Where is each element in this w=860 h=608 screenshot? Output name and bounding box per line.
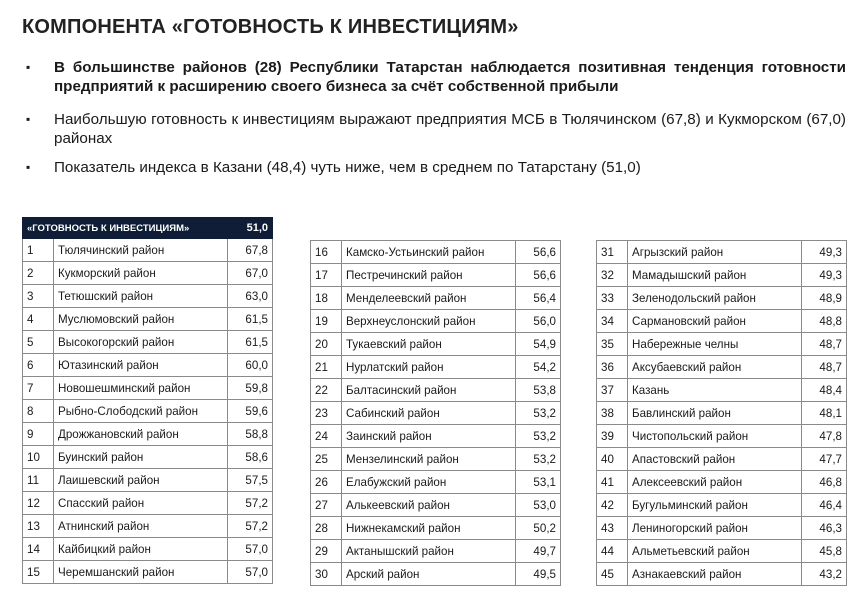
index-value-cell: 53,2	[516, 448, 561, 471]
rank-cell: 12	[23, 492, 54, 515]
index-value-cell: 48,7	[802, 333, 847, 356]
bullet-text: Наибольшую готовность к инвестициям выражают предприятия МСБ в Тюлячинском (67,8) и Кукморском (67,0) районах	[54, 111, 846, 147]
table-row	[597, 287, 847, 310]
rank-cell: 31	[597, 241, 628, 264]
ranking-table-3	[596, 240, 847, 586]
table-row	[23, 285, 273, 308]
table-row	[597, 425, 847, 448]
index-value-cell: 61,5	[228, 331, 273, 354]
rank-cell: 6	[23, 354, 54, 377]
index-value-cell: 54,9	[516, 333, 561, 356]
table-row	[311, 241, 561, 264]
table-row	[597, 379, 847, 402]
district-name-cell: Буинский район	[54, 446, 228, 469]
district-name-cell: Пестречинский район	[342, 264, 516, 287]
table-row	[311, 356, 561, 379]
index-value-cell: 59,6	[228, 400, 273, 423]
district-name-cell: Альметьевский район	[628, 540, 802, 563]
table-row	[597, 517, 847, 540]
index-value-cell: 43,2	[802, 563, 847, 586]
rank-cell: 21	[311, 356, 342, 379]
index-value-cell: 46,3	[802, 517, 847, 540]
rank-cell: 41	[597, 471, 628, 494]
table-row	[23, 377, 273, 400]
bullet-marker-icon: ▪	[26, 112, 31, 126]
rank-cell: 5	[23, 331, 54, 354]
table-row	[23, 400, 273, 423]
district-name-cell: Азнакаевский район	[628, 563, 802, 586]
table-row	[23, 423, 273, 446]
rank-cell: 1	[23, 239, 54, 262]
summary-bullets	[24, 58, 846, 187]
district-name-cell: Сармановский район	[628, 310, 802, 333]
table-row	[23, 515, 273, 538]
rank-cell: 38	[597, 402, 628, 425]
table-row	[311, 287, 561, 310]
ranking-table-1	[22, 217, 273, 584]
table-row	[311, 494, 561, 517]
table-row	[597, 448, 847, 471]
rank-cell: 28	[311, 517, 342, 540]
district-name-cell: Верхнеуслонский район	[342, 310, 516, 333]
rank-cell: 9	[23, 423, 54, 446]
rank-cell: 35	[597, 333, 628, 356]
index-value-cell: 63,0	[228, 285, 273, 308]
table-row	[23, 561, 273, 584]
index-value-cell: 56,4	[516, 287, 561, 310]
table-row	[311, 540, 561, 563]
index-value-cell: 67,8	[228, 239, 273, 262]
district-name-cell: Кукморский район	[54, 262, 228, 285]
rank-cell: 32	[597, 264, 628, 287]
table-row	[311, 264, 561, 287]
rank-cell: 17	[311, 264, 342, 287]
district-name-cell: Высокогорский район	[54, 331, 228, 354]
rank-cell: 45	[597, 563, 628, 586]
district-name-cell: Бавлинский район	[628, 402, 802, 425]
district-name-cell: Новошешминский район	[54, 377, 228, 400]
index-value-cell: 56,6	[516, 264, 561, 287]
index-value-cell: 48,9	[802, 287, 847, 310]
bullet-text: В большинстве районов (28) Республики Татарстан наблюдается позитивная тенденция готовности предприятий к расширению своего бизнеса за счёт собственной прибыли	[54, 59, 846, 95]
index-value-cell: 67,0	[228, 262, 273, 285]
district-name-cell: Мамадышский район	[628, 264, 802, 287]
district-name-cell: Казань	[628, 379, 802, 402]
rank-cell: 29	[311, 540, 342, 563]
rank-cell: 10	[23, 446, 54, 469]
rank-cell: 3	[23, 285, 54, 308]
table-row	[597, 540, 847, 563]
table-header-row	[23, 218, 273, 239]
rank-cell: 40	[597, 448, 628, 471]
rank-cell: 8	[23, 400, 54, 423]
table-row	[311, 402, 561, 425]
district-name-cell: Актанышский район	[342, 540, 516, 563]
index-value-cell: 49,7	[516, 540, 561, 563]
ranking-table-2	[310, 240, 561, 586]
index-value-cell: 48,7	[802, 356, 847, 379]
index-value-cell: 53,0	[516, 494, 561, 517]
index-value-cell: 47,8	[802, 425, 847, 448]
index-value-cell: 48,8	[802, 310, 847, 333]
table-row	[597, 402, 847, 425]
table-row	[311, 471, 561, 494]
bullet-text: Показатель индекса в Казани (48,4) чуть ниже, чем в среднем по Татарстану (51,0)	[54, 159, 641, 176]
index-value-cell: 57,0	[228, 538, 273, 561]
index-value-cell: 57,2	[228, 515, 273, 538]
rank-cell: 23	[311, 402, 342, 425]
index-value-cell: 48,1	[802, 402, 847, 425]
district-name-cell: Заинский район	[342, 425, 516, 448]
district-name-cell: Черемшанский район	[54, 561, 228, 584]
index-value-cell: 45,8	[802, 540, 847, 563]
rank-cell: 39	[597, 425, 628, 448]
table-row	[311, 517, 561, 540]
index-value-cell: 53,2	[516, 402, 561, 425]
table-row	[23, 354, 273, 377]
rank-cell: 14	[23, 538, 54, 561]
table-row	[311, 379, 561, 402]
index-value-cell: 57,2	[228, 492, 273, 515]
rank-cell: 27	[311, 494, 342, 517]
district-name-cell: Муслюмовский район	[54, 308, 228, 331]
rank-cell: 44	[597, 540, 628, 563]
table-row	[23, 331, 273, 354]
table-row	[311, 563, 561, 586]
district-name-cell: Елабужский район	[342, 471, 516, 494]
district-name-cell: Тукаевский район	[342, 333, 516, 356]
table-row	[23, 308, 273, 331]
index-value-cell: 56,6	[516, 241, 561, 264]
district-name-cell: Сабинский район	[342, 402, 516, 425]
district-name-cell: Агрызский район	[628, 241, 802, 264]
table-row	[23, 469, 273, 492]
district-name-cell: Алькеевский район	[342, 494, 516, 517]
district-name-cell: Дрожжановский район	[54, 423, 228, 446]
district-name-cell: Нижнекамский район	[342, 517, 516, 540]
district-name-cell: Алексеевский район	[628, 471, 802, 494]
district-name-cell: Тетюшский район	[54, 285, 228, 308]
index-value-cell: 58,6	[228, 446, 273, 469]
rank-cell: 16	[311, 241, 342, 264]
table-row	[23, 239, 273, 262]
table-row	[23, 492, 273, 515]
rank-cell: 42	[597, 494, 628, 517]
index-value-cell: 47,7	[802, 448, 847, 471]
district-name-cell: Ютазинский район	[54, 354, 228, 377]
district-name-cell: Чистопольский район	[628, 425, 802, 448]
rank-cell: 13	[23, 515, 54, 538]
index-value-cell: 48,4	[802, 379, 847, 402]
index-value-cell: 46,8	[802, 471, 847, 494]
table-row	[597, 471, 847, 494]
table-row	[597, 264, 847, 287]
district-name-cell: Кайбицкий район	[54, 538, 228, 561]
district-name-cell: Атнинский район	[54, 515, 228, 538]
table-header-label: «ГОТОВНОСТЬ К ИНВЕСТИЦИЯМ»	[23, 218, 228, 239]
table-row	[597, 356, 847, 379]
table-row	[23, 538, 273, 561]
rank-cell: 33	[597, 287, 628, 310]
table-row	[311, 425, 561, 448]
table-row	[597, 241, 847, 264]
district-name-cell: Нурлатский район	[342, 356, 516, 379]
rank-cell: 7	[23, 377, 54, 400]
rank-cell: 24	[311, 425, 342, 448]
rank-cell: 30	[311, 563, 342, 586]
table-row	[23, 446, 273, 469]
table-row	[597, 333, 847, 356]
district-name-cell: Камско-Устьинский район	[342, 241, 516, 264]
bullet-item	[24, 110, 846, 148]
rank-cell: 26	[311, 471, 342, 494]
index-value-cell: 53,1	[516, 471, 561, 494]
index-value-cell: 46,4	[802, 494, 847, 517]
rank-cell: 43	[597, 517, 628, 540]
rank-cell: 11	[23, 469, 54, 492]
district-name-cell: Лаишевский район	[54, 469, 228, 492]
district-name-cell: Зеленодольский район	[628, 287, 802, 310]
rank-cell: 25	[311, 448, 342, 471]
index-value-cell: 54,2	[516, 356, 561, 379]
bullet-item	[24, 158, 846, 177]
index-value-cell: 53,8	[516, 379, 561, 402]
index-value-cell: 57,0	[228, 561, 273, 584]
bullet-item	[24, 58, 846, 96]
index-value-cell: 56,0	[516, 310, 561, 333]
district-name-cell: Бугульминский район	[628, 494, 802, 517]
bullet-marker-icon: ▪	[26, 60, 31, 74]
rank-cell: 18	[311, 287, 342, 310]
district-name-cell: Аксубаевский район	[628, 356, 802, 379]
index-value-cell: 60,0	[228, 354, 273, 377]
table-row	[311, 448, 561, 471]
district-name-cell: Балтасинский район	[342, 379, 516, 402]
district-name-cell: Лениногорский район	[628, 517, 802, 540]
rank-cell: 4	[23, 308, 54, 331]
table-header-value: 51,0	[228, 218, 273, 239]
district-name-cell: Менделеевский район	[342, 287, 516, 310]
district-name-cell: Арский район	[342, 563, 516, 586]
rank-cell: 19	[311, 310, 342, 333]
table-row	[597, 563, 847, 586]
rank-cell: 22	[311, 379, 342, 402]
rank-cell: 36	[597, 356, 628, 379]
rank-cell: 2	[23, 262, 54, 285]
district-name-cell: Спасский район	[54, 492, 228, 515]
index-value-cell: 53,2	[516, 425, 561, 448]
rank-cell: 20	[311, 333, 342, 356]
district-name-cell: Рыбно-Слободский район	[54, 400, 228, 423]
index-value-cell: 61,5	[228, 308, 273, 331]
bullet-marker-icon: ▪	[26, 160, 31, 174]
table-row	[311, 333, 561, 356]
index-value-cell: 57,5	[228, 469, 273, 492]
rank-cell: 34	[597, 310, 628, 333]
rank-cell: 37	[597, 379, 628, 402]
rank-cell: 15	[23, 561, 54, 584]
district-name-cell: Мензелинский район	[342, 448, 516, 471]
index-value-cell: 59,8	[228, 377, 273, 400]
index-value-cell: 49,3	[802, 241, 847, 264]
district-name-cell: Апастовский район	[628, 448, 802, 471]
table-row	[597, 494, 847, 517]
index-value-cell: 58,8	[228, 423, 273, 446]
table-row	[23, 262, 273, 285]
index-value-cell: 49,5	[516, 563, 561, 586]
index-value-cell: 49,3	[802, 264, 847, 287]
district-name-cell: Набережные челны	[628, 333, 802, 356]
table-row	[311, 310, 561, 333]
table-row	[597, 310, 847, 333]
index-value-cell: 50,2	[516, 517, 561, 540]
page-title: КОМПОНЕНТА «ГОТОВНОСТЬ К ИНВЕСТИЦИЯМ»	[22, 16, 519, 38]
district-name-cell: Тюлячинский район	[54, 239, 228, 262]
